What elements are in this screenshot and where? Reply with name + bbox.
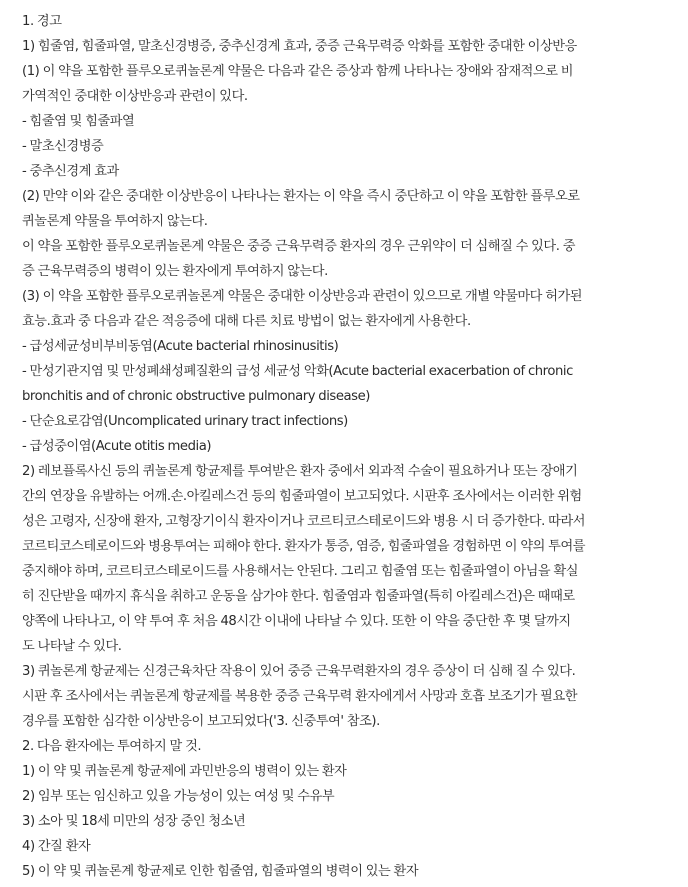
text-line: 가역적인 중대한 이상반응과 관련이 있다. [22, 89, 248, 104]
text-line: 1) 힘줄염, 힘줄파열, 말초신경병증, 중추신경계 효과, 중증 근육무력증 악화를 포함한 중대한 이상반응 [22, 39, 577, 54]
list-item: 5) 이 약 및 퀴놀론계 항균제로 인한 힘줄염, 힘줄파열의 병력이 있는 환자 [22, 864, 419, 879]
list-item: - 단순요로감염(Uncomplicated urinary tract infections) [22, 414, 348, 429]
list-item: - 급성중이염(Acute otitis media) [22, 439, 212, 454]
list-item: 1) 이 약 및 퀴놀론계 항균제에 과민반응의 병력이 있는 환자 [22, 764, 347, 779]
text-line: 효능.효과 중 다음과 같은 적응증에 대해 다른 치료 방법이 없는 환자에게 사용한다. [22, 314, 471, 329]
list-item: - 중추신경계 효과 [22, 164, 119, 179]
text-line: (3) 이 약을 포함한 플루오로퀴놀론계 약물은 중대한 이상반응과 관련이 있으므로 개별 약물마다 허가된 [22, 289, 583, 304]
text-line: 퀴놀론계 약물을 투여하지 않는다. [22, 214, 208, 229]
text-line: (1) 이 약을 포함한 플루오로퀴놀론계 약물은 다음과 같은 증상과 함께 나타나는 장애와 잠재적으로 비 [22, 64, 574, 79]
section-heading-contraindications: 2. 다음 환자에는 투여하지 말 것. [22, 739, 202, 754]
text-line: bronchitis and of chronic obstructive pulmonary disease) [22, 389, 370, 404]
list-item: - 급성세균성비부비동염(Acute bacterial rhinosinusitis) [22, 339, 339, 354]
text-line: 코르티코스테로이드와 병용투여는 피해야 한다. 환자가 통증, 염증, 힘줄파열을 경험하면 이 약의 투여를 [22, 539, 586, 554]
section-heading-warnings: 1. 경고 [22, 14, 62, 29]
list-item: - 힘줄염 및 힘줄파열 [22, 114, 135, 129]
list-item: 3) 소아 및 18세 미만의 성장 중인 청소년 [22, 814, 246, 829]
text-line: 도 나타날 수 있다. [22, 639, 122, 654]
text-line: 증 근육무력증의 병력이 있는 환자에게 투여하지 않는다. [22, 264, 328, 279]
text-line: 이 약을 포함한 플루오로퀴놀론계 약물은 중증 근육무력증 환자의 경우 근위약이 더 심해질 수 있다. 중 [22, 239, 575, 254]
text-line: 시판 후 조사에서는 퀴놀론계 항균제를 복용한 중증 근육무력 환자에게서 사망과 호흡 보조기가 필요한 [22, 689, 578, 704]
list-item: - 만성기관지염 및 만성폐쇄성폐질환의 급성 세균성 악화(Acute bacterial exacerbation of chronic [22, 364, 573, 379]
text-line: 중지해야 하며, 코르티코스테로이드를 사용해서는 안된다. 그리고 힘줄염 또는 힘줄파열이 아님을 확실 [22, 564, 579, 579]
list-item: 4) 간질 환자 [22, 839, 91, 854]
list-item: 2) 임부 또는 임신하고 있을 가능성이 있는 여성 및 수유부 [22, 789, 335, 804]
text-line: 경우를 포함한 심각한 이상반응이 보고되었다('3. 신중투여' 참조). [22, 714, 380, 729]
text-line: 2) 레보플록사신 등의 퀴놀론계 항균제를 투여받은 환자 중에서 외과적 수술이 필요하거나 또는 장애기 [22, 464, 578, 479]
document-body [22, 9, 682, 884]
text-line: 히 진단받을 때까지 휴식을 취하고 운동을 삼가야 한다. 힘줄염과 힘줄파열(특히 아킬레스건)은 때때로 [22, 589, 575, 604]
text-line: (2) 만약 이와 같은 중대한 이상반응이 나타나는 환자는 이 약을 즉시 중단하고 이 약을 포함한 플루오로 [22, 189, 580, 204]
text-line: 3) 퀴놀론계 항균제는 신경근육차단 작용이 있어 중증 근육무력환자의 경우 증상이 더 심해 질 수 있다. [22, 664, 576, 679]
text-line: 성은 고령자, 신장애 환자, 고형장기이식 환자이거나 코르티코스테로이드와 병용 시 더 증가한다. 따라서 [22, 514, 586, 529]
text-line: 간의 연장을 유발하는 어깨.손.아킬레스건 등의 힘줄파열이 보고되었다. 시판후 조사에서는 이러한 위험 [22, 489, 582, 504]
list-item: - 말초신경병증 [22, 139, 104, 154]
text-line: 양쪽에 나타나고, 이 약 투여 후 처음 48시간 이내에 나타날 수 있다. 또한 이 약을 중단한 후 몇 달까지 [22, 614, 571, 629]
